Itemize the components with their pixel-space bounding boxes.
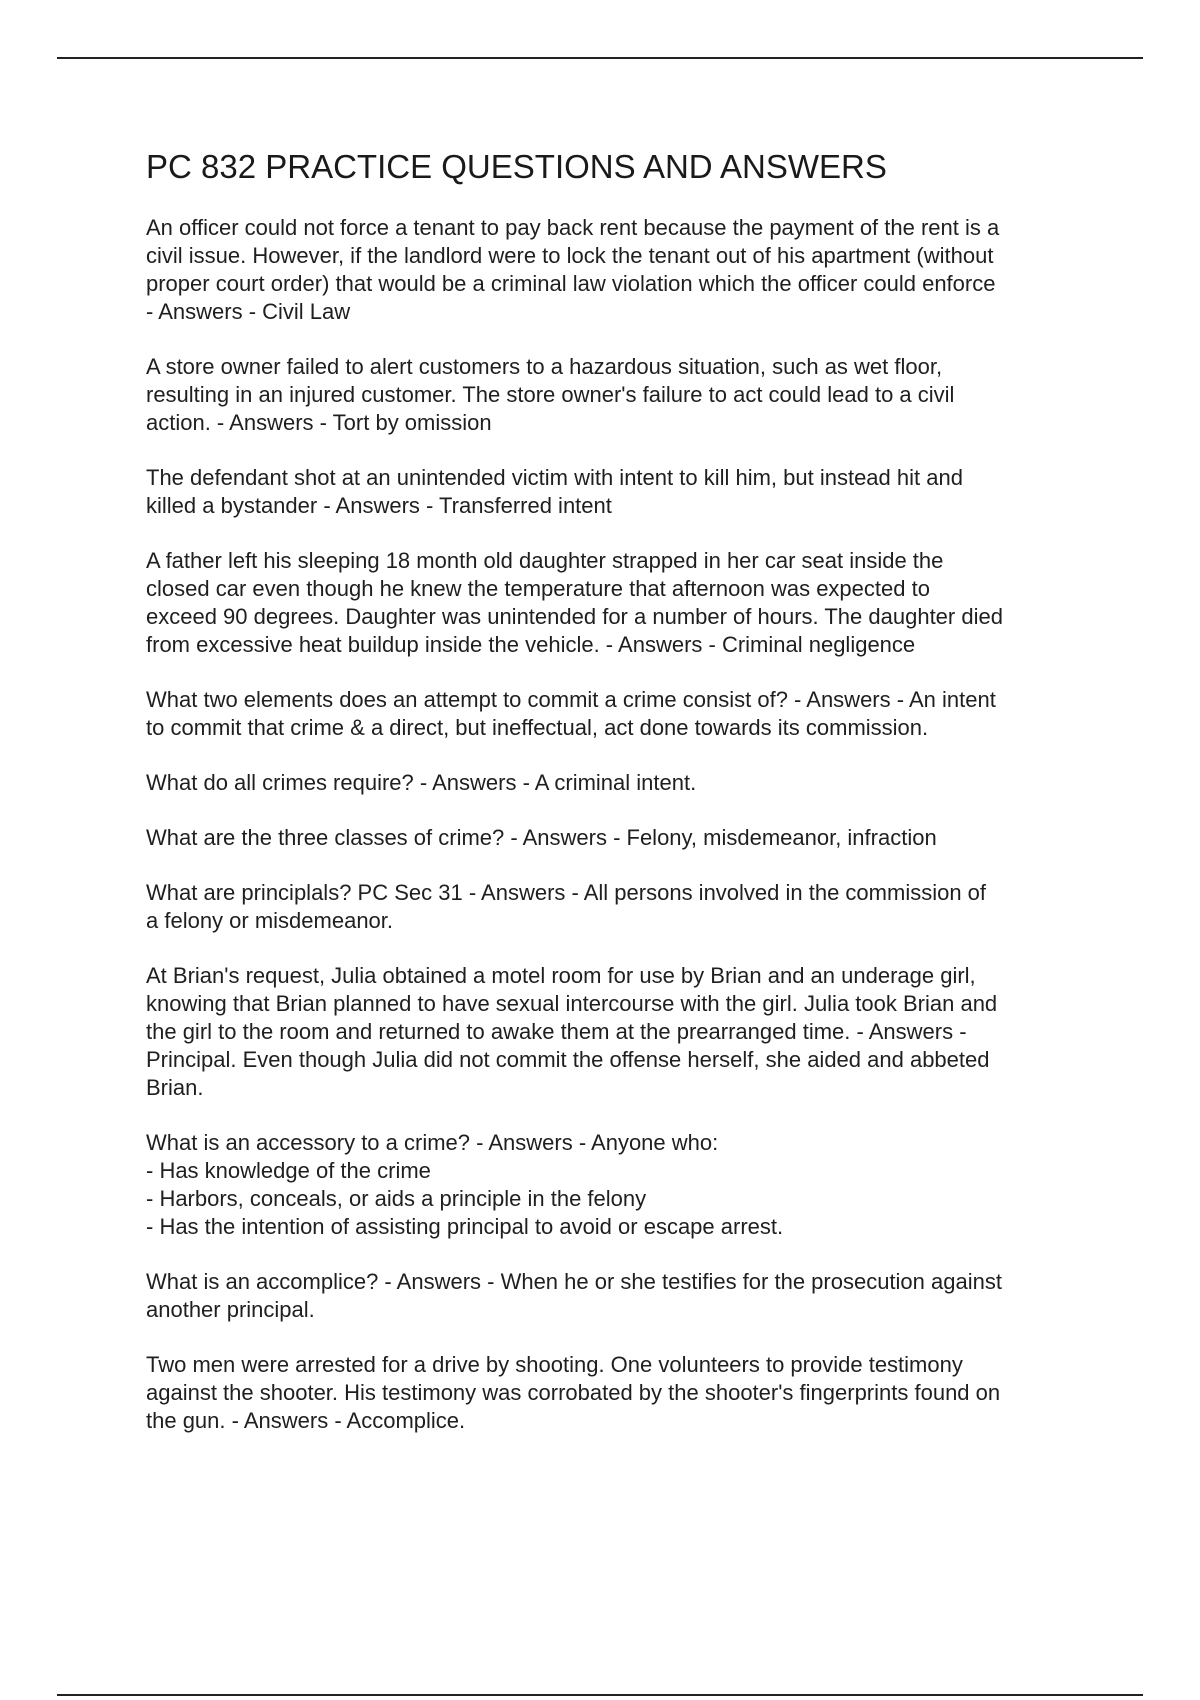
document-title: PC 832 PRACTICE QUESTIONS AND ANSWERS	[146, 148, 887, 185]
qa-line: action. - Answers - Tort by omission	[146, 410, 492, 435]
qa-line: What are the three classes of crime? - Answers - Felony, misdemeanor, infraction	[146, 825, 937, 850]
qa-line: to commit that crime & a direct, but ineffectual, act done towards its commission.	[146, 715, 929, 740]
qa-line: - Has knowledge of the crime	[146, 1158, 431, 1183]
qa-entry-12	[146, 1351, 1096, 1435]
qa-line: An officer could not force a tenant to pay back rent because the payment of the rent is a	[146, 215, 1000, 240]
qa-entry-8	[146, 879, 1096, 935]
qa-line: - Harbors, conceals, or aids a principle in the felony	[146, 1186, 647, 1211]
qa-line: civil issue. However, if the landlord were to lock the tenant out of his apartment (without	[146, 243, 994, 268]
qa-line: At Brian's request, Julia obtained a motel room for use by Brian and an underage girl,	[146, 963, 976, 988]
qa-entry-11	[146, 1268, 1096, 1324]
qa-line: resulting in an injured customer. The store owner's failure to act could lead to a civil	[146, 382, 955, 407]
qa-entry-7	[146, 824, 1096, 852]
qa-line: Brian.	[146, 1075, 204, 1100]
qa-entry-6	[146, 769, 1096, 797]
qa-entry-3	[146, 464, 1096, 520]
qa-line: closed car even though he knew the temperature that afternoon was expected to	[146, 576, 930, 601]
qa-line: What do all crimes require? - Answers - A criminal intent.	[146, 770, 697, 795]
document-body	[146, 145, 1096, 1462]
qa-line: killed a bystander - Answers - Transferred intent	[146, 493, 612, 518]
qa-line: knowing that Brian planned to have sexual intercourse with the girl. Julia took Brian and	[146, 991, 998, 1016]
qa-line: Principal. Even though Julia did not commit the offense herself, she aided and abbeted	[146, 1047, 990, 1072]
qa-line: the gun. - Answers - Accomplice.	[146, 1408, 466, 1433]
qa-line: What is an accomplice? - Answers - When he or she testifies for the prosecution against	[146, 1269, 1002, 1294]
qa-line: the girl to the room and returned to awake them at the prearranged time. - Answers -	[146, 1019, 967, 1044]
qa-entry-2	[146, 353, 1096, 437]
top-divider	[57, 57, 1143, 59]
qa-line: A father left his sleeping 18 month old daughter strapped in her car seat inside the	[146, 548, 944, 573]
qa-entry-10	[146, 1129, 1096, 1241]
qa-line: - Has the intention of assisting principal to avoid or escape arrest.	[146, 1214, 784, 1239]
qa-line: What are principlals? PC Sec 31 - Answers - All persons involved in the commission of	[146, 880, 987, 905]
qa-entry-5	[146, 686, 1096, 742]
qa-line: against the shooter. His testimony was corrobated by the shooter's fingerprints found on	[146, 1380, 1001, 1405]
qa-entry-1	[146, 214, 1096, 326]
qa-line: proper court order) that would be a criminal law violation which the officer could enforce	[146, 271, 996, 296]
qa-line: A store owner failed to alert customers to a hazardous situation, such as wet floor,	[146, 354, 943, 379]
qa-line: What is an accessory to a crime? - Answers - Anyone who:	[146, 1130, 719, 1155]
qa-line: - Answers - Civil Law	[146, 299, 351, 324]
qa-line: a felony or misdemeanor.	[146, 908, 394, 933]
qa-line: Two men were arrested for a drive by shooting. One volunteers to provide testimony	[146, 1352, 963, 1377]
qa-entry-4	[146, 547, 1096, 659]
qa-line: another principal.	[146, 1297, 315, 1322]
qa-entry-9	[146, 962, 1096, 1102]
qa-line: The defendant shot at an unintended victim with intent to kill him, but instead hit and	[146, 465, 963, 490]
bottom-divider	[57, 1694, 1143, 1696]
qa-line: exceed 90 degrees. Daughter was unintended for a number of hours. The daughter died	[146, 604, 1003, 629]
qa-line: What two elements does an attempt to commit a crime consist of? - Answers - An intent	[146, 687, 996, 712]
qa-line: from excessive heat buildup inside the vehicle. - Answers - Criminal negligence	[146, 632, 916, 657]
